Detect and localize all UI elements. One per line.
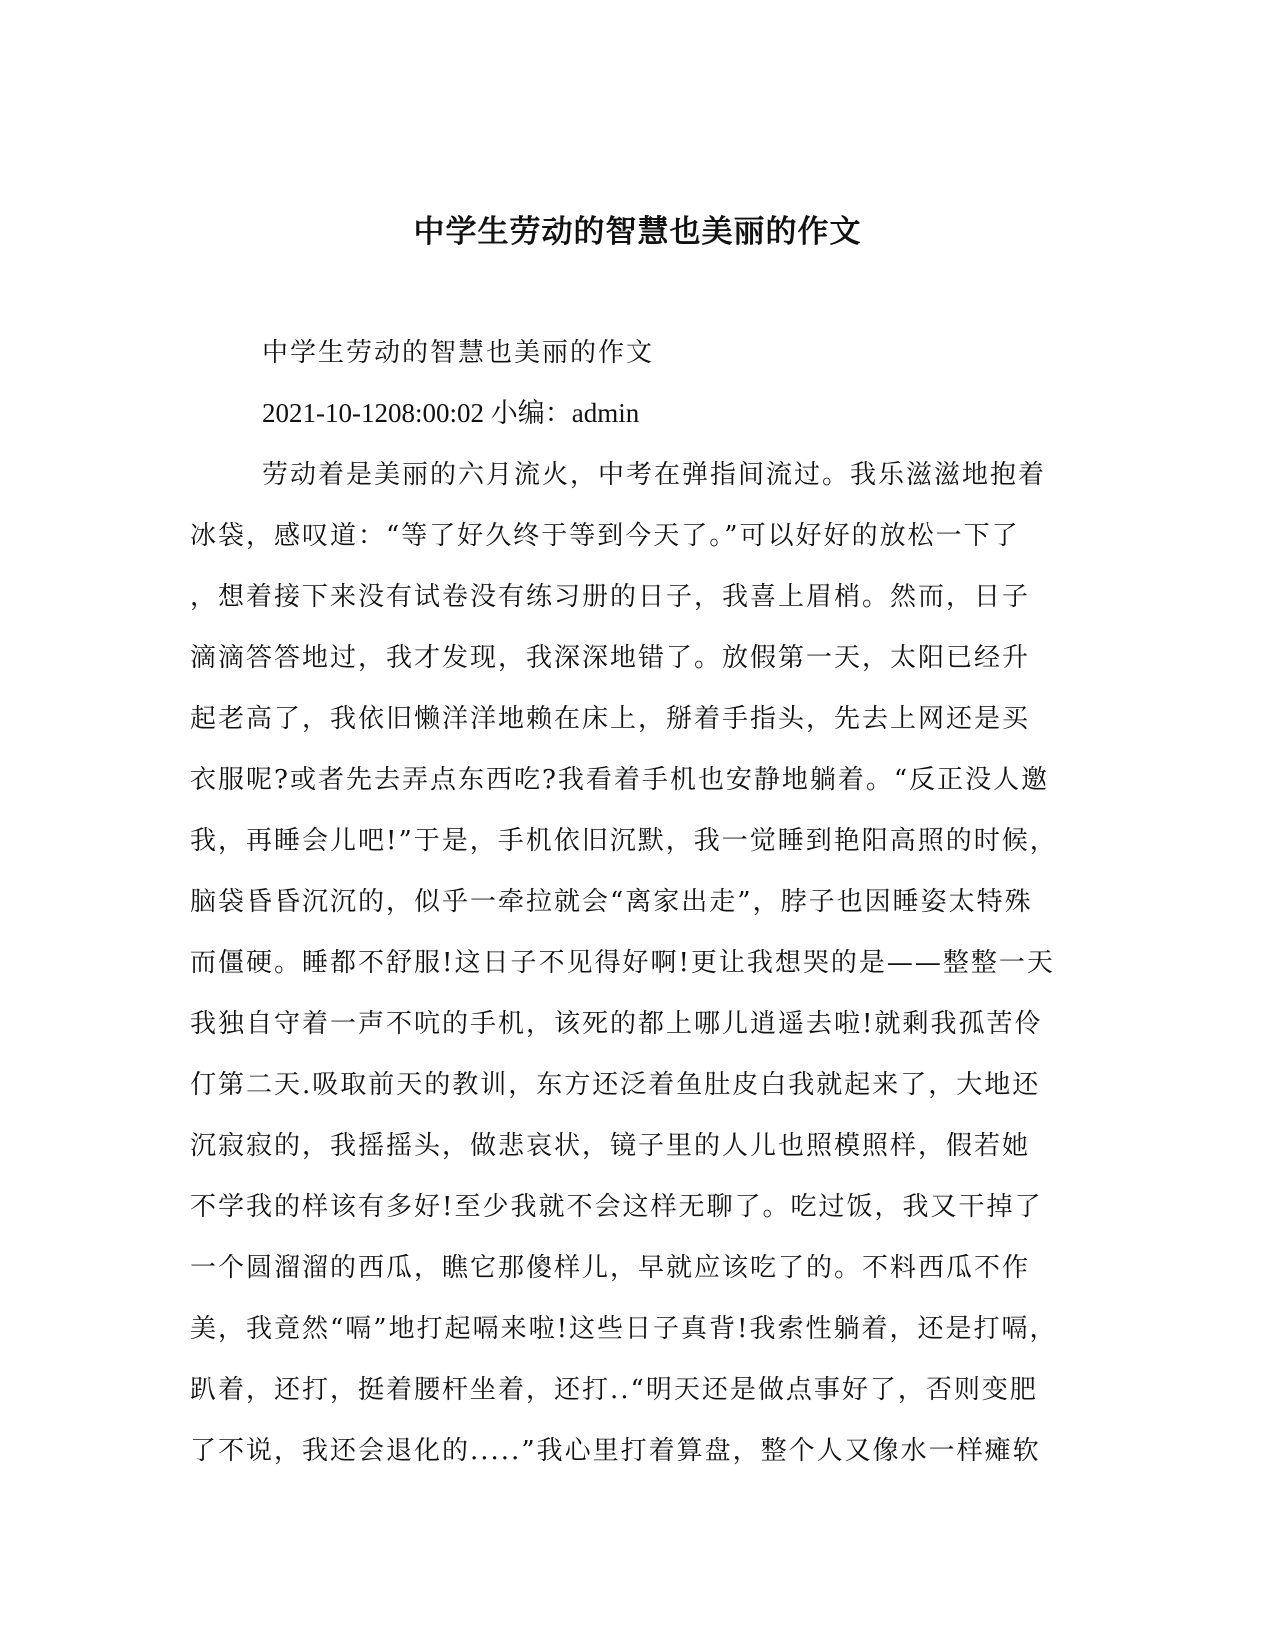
body-line: 了不说，我还会退化的.....”我心里打着算盘，整个人又像水一样瘫软 (190, 1436, 1041, 1466)
body-line: 美，我竟然“嗝”地打起嗝来啦!这些日子真背!我索性躺着，还是打嗝， (190, 1314, 1058, 1344)
article-subtitle: 中学生劳动的智慧也美丽的作文 (262, 338, 655, 368)
body-line: 而僵硬。睡都不舒服!这日子不见得好啊!更让我想哭的是——整整一天 (190, 948, 1055, 978)
body-line: 我，再睡会儿吧!”于是，手机依旧沉默，我一觉睡到艳阳高照的时候， (190, 826, 1058, 856)
body-line: 起老高了，我依旧懒洋洋地赖在床上，掰着手指头，先去上网还是买 (190, 704, 1031, 734)
body-line: 滴滴答答地过，我才发现，我深深地错了。放假第一天，太阳已经升 (190, 643, 1031, 673)
body-line: 冰袋，感叹道：“等了好久终于等到今天了。”可以好好的放松一下了 (190, 521, 1020, 551)
body-line: 不学我的样该有多好!至少我就不会这样无聊了。吃过饭，我又干掉了 (190, 1192, 1043, 1222)
body-line: 仃第二天.吸取前天的教训，东方还泛着鱼肚皮白我就起来了，大地还 (190, 1070, 1041, 1100)
article-body (190, 455, 1090, 1492)
body-line: 沉寂寂的，我摇摇头，做悲哀状，镜子里的人儿也照模照样，假若她 (190, 1131, 1031, 1161)
body-line: 一个圆溜溜的西瓜，瞧它那傻样儿，早就应该吃了的。不料西瓜不作 (190, 1253, 1031, 1283)
body-line: 衣服呢?或者先去弄点东西吃?我看着手机也安静地躺着。“反正没人邀 (190, 765, 1050, 795)
document-title: 中学生劳动的智慧也美丽的作文 (413, 214, 862, 250)
body-line: 趴着，还打，挺着腰杆坐着，还打..“明天还是做点事好了，否则变肥 (190, 1375, 1038, 1405)
body-line: 脑袋昏昏沉沉的，似乎一牵拉就会“离家出走”，脖子也因睡姿太特殊 (190, 887, 1033, 917)
body-line: 劳动着是美丽的六月流火，中考在弹指间流过。我乐滋滋地抱着 (262, 460, 1047, 490)
body-line: ，想着接下来没有试卷没有练习册的日子，我喜上眉梢。然而，日子 (190, 582, 1031, 612)
article-meta: 2021-10-1208:00:02 小编：admin (262, 398, 640, 428)
body-line: 我独自守着一声不吭的手机，该死的都上哪儿逍遥去啦!就剩我孤苦伶 (190, 1009, 1043, 1039)
